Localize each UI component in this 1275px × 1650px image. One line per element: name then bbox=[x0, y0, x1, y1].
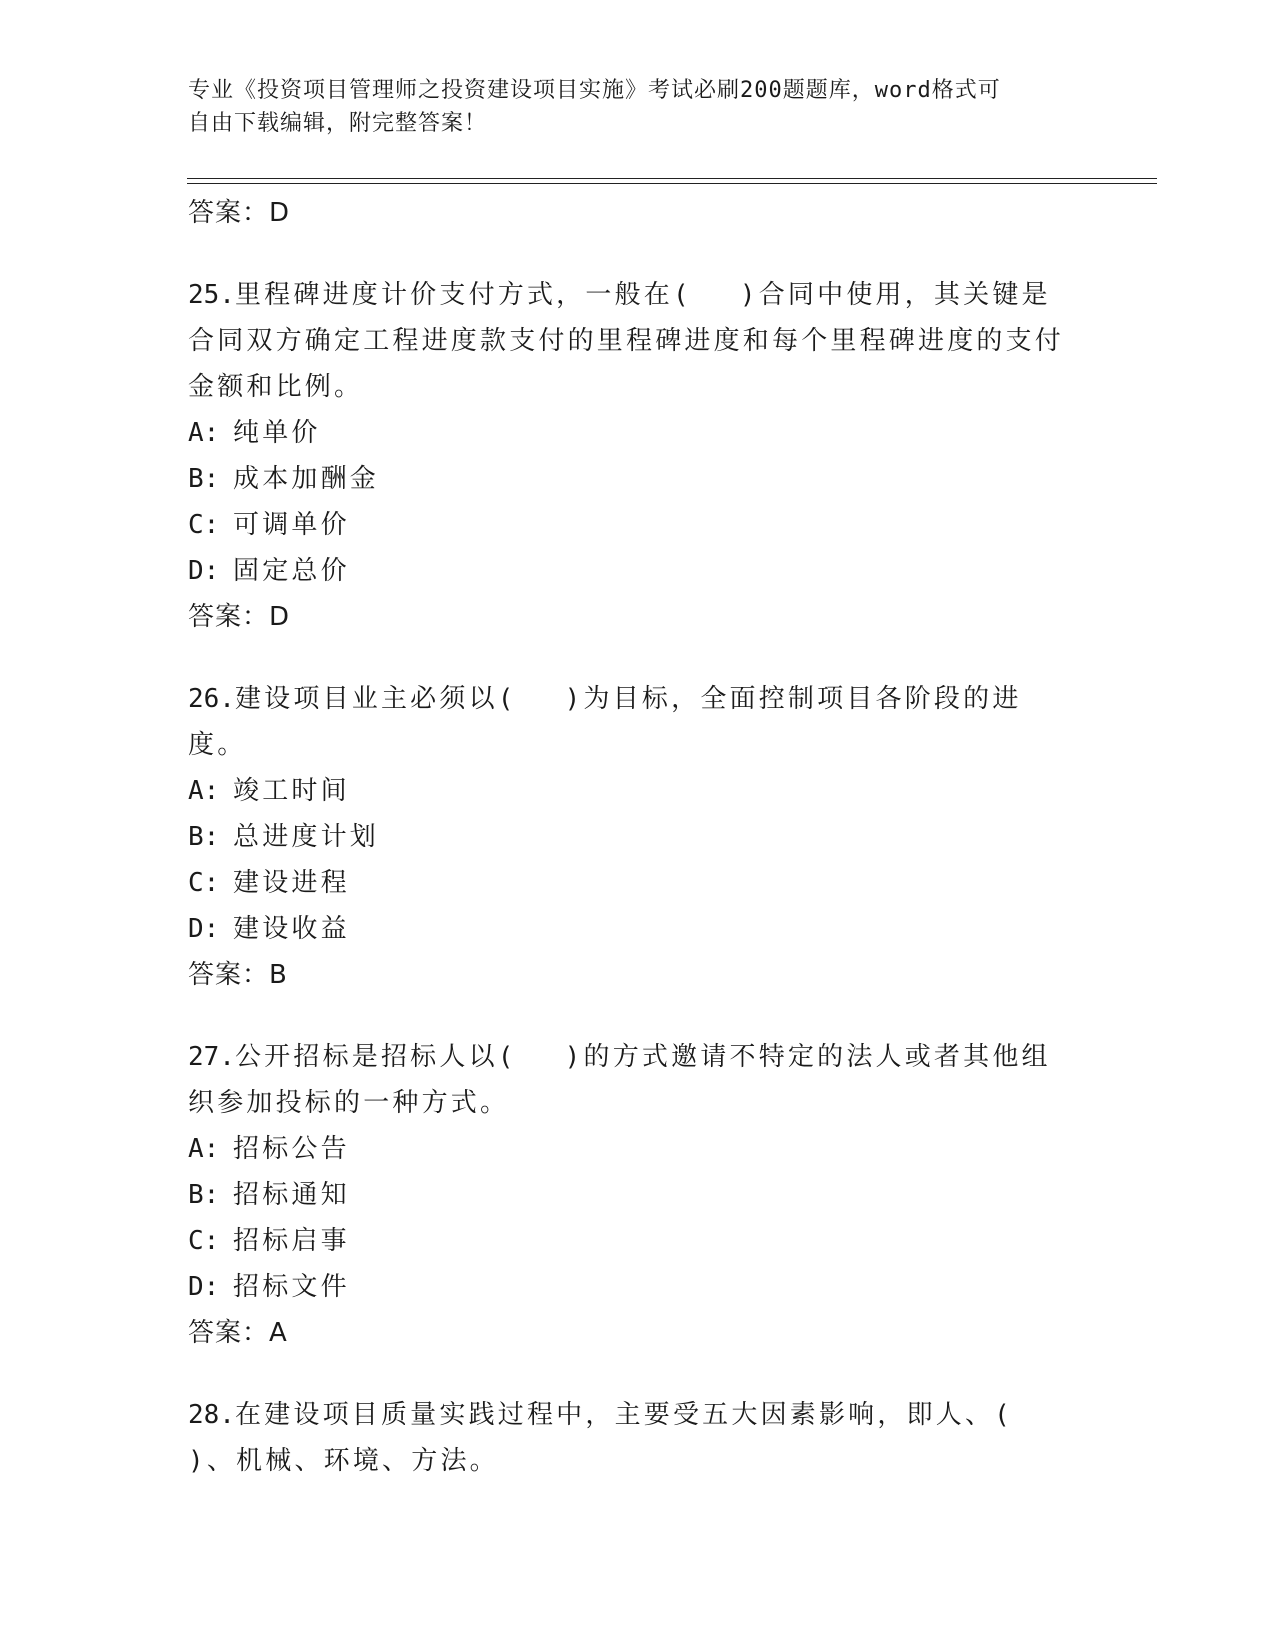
question-text bbox=[188, 1034, 1068, 1126]
option-text: 招标文件 bbox=[233, 1272, 350, 1302]
question-text bbox=[188, 272, 1068, 410]
option-text: 成本加酬金 bbox=[233, 464, 380, 494]
question-list bbox=[188, 190, 1068, 1484]
header-title-line-1: 专业《投资项目管理师之投资建设项目实施》考试必刷200题题库，word格式可 bbox=[188, 78, 1001, 103]
answer-line: 答案：A bbox=[188, 1318, 288, 1348]
option-c bbox=[188, 1218, 1068, 1264]
question-block bbox=[188, 1392, 1068, 1484]
option-c bbox=[188, 860, 1068, 906]
question-stem: 建设项目业主必须以( )为目标，全面控制项目各阶段的进度。 bbox=[188, 684, 1022, 760]
question-stem: 里程碑进度计价支付方式，一般在( )合同中使用，其关键是合同双方确定工程进度款支付的里程碑进度和每个里程碑进度的支付金额和比例。 bbox=[188, 280, 1065, 402]
option-text: 招标通知 bbox=[233, 1180, 350, 1210]
option-key: B: bbox=[188, 464, 220, 494]
option-d bbox=[188, 1264, 1068, 1310]
option-key: D: bbox=[188, 1272, 220, 1302]
option-key: A: bbox=[188, 418, 220, 448]
option-key: B: bbox=[188, 1180, 220, 1210]
answer-line: 答案：B bbox=[188, 960, 288, 990]
option-key: A: bbox=[188, 1134, 220, 1164]
option-c bbox=[188, 502, 1068, 548]
option-text: 固定总价 bbox=[233, 556, 350, 586]
question-text bbox=[188, 1392, 1068, 1484]
option-text: 竣工时间 bbox=[233, 776, 350, 806]
option-key: A: bbox=[188, 776, 220, 806]
question-block bbox=[188, 272, 1068, 640]
option-key: D: bbox=[188, 914, 220, 944]
option-key: D: bbox=[188, 556, 220, 586]
header-rule-top bbox=[187, 178, 1157, 179]
header-title-line-2: 自由下载编辑，附完整答案！ bbox=[188, 111, 488, 136]
question-text bbox=[188, 676, 1068, 768]
option-key: C: bbox=[188, 1226, 220, 1256]
question-number: 28. bbox=[188, 1400, 235, 1430]
header-rule-bottom bbox=[187, 183, 1157, 184]
option-text: 招标启事 bbox=[233, 1226, 350, 1256]
answer-line: 答案：D bbox=[188, 602, 291, 632]
question-number: 25. bbox=[188, 280, 235, 310]
option-text: 纯单价 bbox=[233, 418, 321, 448]
option-d bbox=[188, 906, 1068, 952]
option-a bbox=[188, 768, 1068, 814]
question-stem: 公开招标是招标人以( )的方式邀请不特定的法人或者其他组织参加投标的一种方式。 bbox=[188, 1042, 1051, 1118]
question-stem: 在建设项目质量实践过程中，主要受五大因素影响，即人、( )、机械、环境、方法。 bbox=[188, 1400, 1062, 1476]
option-b bbox=[188, 1172, 1068, 1218]
option-b bbox=[188, 456, 1068, 502]
question-block bbox=[188, 1034, 1068, 1356]
option-a bbox=[188, 1126, 1068, 1172]
option-key: B: bbox=[188, 822, 220, 852]
question-number: 27. bbox=[188, 1042, 235, 1072]
option-text: 建设进程 bbox=[233, 868, 350, 898]
option-b bbox=[188, 814, 1068, 860]
document-header bbox=[188, 74, 1068, 140]
option-text: 可调单价 bbox=[233, 510, 350, 540]
option-text: 建设收益 bbox=[233, 914, 350, 944]
option-d bbox=[188, 548, 1068, 594]
option-text: 招标公告 bbox=[233, 1134, 350, 1164]
option-text: 总进度计划 bbox=[233, 822, 380, 852]
question-block bbox=[188, 676, 1068, 998]
option-key: C: bbox=[188, 868, 220, 898]
question-number: 26. bbox=[188, 684, 235, 714]
option-key: C: bbox=[188, 510, 220, 540]
answer-line: 答案：D bbox=[188, 198, 291, 228]
option-a bbox=[188, 410, 1068, 456]
